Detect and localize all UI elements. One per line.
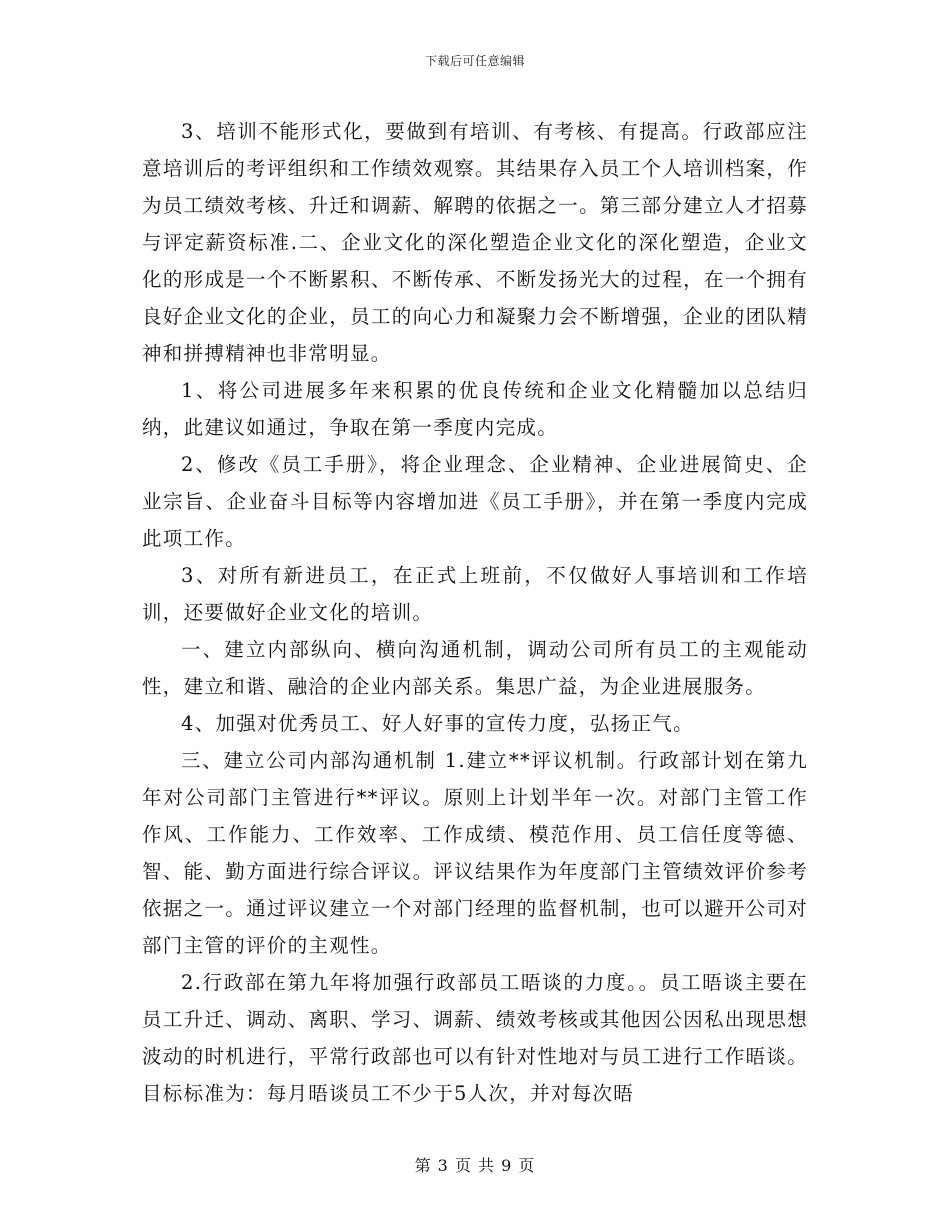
page-footer: 第 3 页 共 9 页 bbox=[414, 1156, 536, 1175]
paragraph: 3、培训不能形式化，要做到有培训、有考核、有提高。行政部应注意培训后的考评组织和工作绩效观察。其结果存入员工个人培训档案，作为员工绩效考核、升迁和调薪、解聘的依据之一。第三部分建立人才招募与评定薪资标准.二、企业文化的深化塑造企业文化的深化塑造，企业文化的形成是一个不断累积、不断传承、不断发扬光大的过程，在一个拥有良好企业文化的企业，员工的向心力和凝聚力会不断增强，企业的团队精神和拼搏精神也非常明显。 bbox=[142, 120, 808, 365]
page-header: 下载后可任意编辑 bbox=[424, 54, 525, 68]
paragraph: 2、修改《员工手册》，将企业理念、企业精神、企业进展简史、企业宗旨、企业奋斗目标等内容增加进《员工手册》，并在第一季度内完成此项工作。 bbox=[142, 453, 808, 550]
paragraph: 三、建立公司内部沟通机制 1.建立**评议机制。行政部计划在第九年对公司部门主管进行**评议。原则上计划半年一次。对部门主管工作作风、工作能力、工作效率、工作成绩、模范作用、员工信任度等德、智、能、勤方面进行综合评议。评议结果作为年度部门主管绩效评价参考依据之一。通过评议建立一个对部门经理的监督机制，也可以避开公司对部门主管的评价的主观性。 bbox=[142, 749, 808, 957]
paragraph: 1、将公司进展多年来积累的优良传统和企业文化精髓加以总结归纳，此建议如通过，争取在第一季度内完成。 bbox=[142, 379, 808, 439]
paragraph: 4、加强对优秀员工、好人好事的宣传力度，弘扬正气。 bbox=[181, 712, 694, 735]
paragraph: 2.行政部在第九年将加强行政部员工晤谈的力度。。员工晤谈主要在员工升迁、调动、离职、学习、调薪、绩效考核或其他因公因私出现思想波动的时机进行，平常行政部也可以有针对性地对与员工进行工作晤谈。目标标准为：每月晤谈员工不少于5人次，并对每次晤 bbox=[142, 971, 808, 1105]
paragraph: 一、建立内部纵向、横向沟通机制，调动公司所有员工的主观能动性，建立和谐、融洽的企业内部关系。集思广益，为企业进展服务。 bbox=[142, 638, 808, 698]
paragraph: 3、对所有新进员工，在正式上班前，不仅做好人事培训和工作培训，还要做好企业文化的培训。 bbox=[142, 564, 808, 624]
document-body bbox=[142, 113, 808, 1112]
